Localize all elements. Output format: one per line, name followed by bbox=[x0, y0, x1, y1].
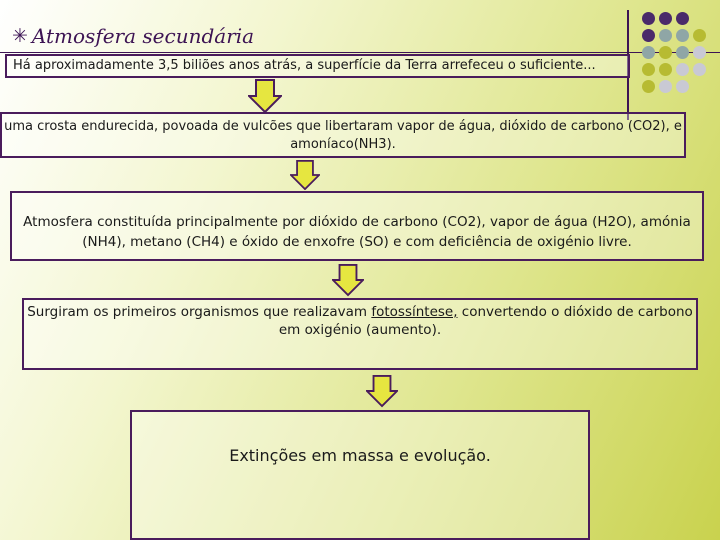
step-1-text: Há aproximadamente 3,5 biliões anos atrás, a superfície da Terra arrefeceu o suficiente... bbox=[13, 58, 596, 73]
step-4-text-before: Surgiram os primeiros organismos que realizavam bbox=[27, 304, 372, 320]
down-arrow-icon bbox=[290, 160, 320, 190]
dot-icon bbox=[659, 46, 672, 59]
slide-title-text: Atmosfera secundária bbox=[31, 24, 255, 48]
step-2-text: uma crosta endurecida, povoada de vulcões que libertaram vapor de água, dióxido de carbono (CO2), e amoníaco(NH3). bbox=[4, 119, 682, 152]
dot-icon bbox=[642, 12, 655, 25]
step-4-text-after: convertendo o dióxido de carbono em oxigénio (aumento). bbox=[278, 304, 693, 338]
dot-icon bbox=[642, 63, 655, 76]
photosynthesis-link[interactable]: fotossíntese, bbox=[371, 304, 458, 320]
down-arrow-icon bbox=[366, 374, 398, 408]
slide-title bbox=[12, 24, 254, 48]
down-arrow-icon bbox=[332, 263, 364, 297]
step-box-2 bbox=[0, 112, 686, 158]
dot-icon bbox=[693, 29, 706, 42]
dot-icon bbox=[659, 63, 672, 76]
dot-icon bbox=[676, 63, 689, 76]
dot-icon bbox=[676, 80, 689, 93]
dot-icon bbox=[659, 80, 672, 93]
dot-icon bbox=[676, 46, 689, 59]
dot-icon bbox=[676, 12, 689, 25]
star-icon: ✳ bbox=[12, 25, 28, 47]
step-box-3 bbox=[10, 191, 704, 261]
step-3-text: Atmosfera constituída principalmente por dióxido de carbono (CO2), vapor de água (H2O), amónia (NH4), metano (CH4) e óxido de enxofre (SO) e com deficiência de oxigénio livre. bbox=[23, 214, 691, 250]
decorative-horizontal-line bbox=[0, 52, 720, 53]
dot-icon bbox=[642, 80, 655, 93]
dot-icon bbox=[659, 12, 672, 25]
dot-icon bbox=[693, 46, 706, 59]
dot-icon bbox=[693, 63, 706, 76]
step-box-4 bbox=[22, 298, 698, 370]
down-arrow-icon bbox=[248, 79, 282, 113]
dot-icon bbox=[642, 46, 655, 59]
step-5-text: Extinções em massa e evolução. bbox=[229, 446, 491, 465]
decorative-dot-grid bbox=[642, 12, 710, 97]
dot-icon bbox=[659, 29, 672, 42]
step-box-5 bbox=[130, 410, 590, 540]
step-box-1 bbox=[5, 54, 630, 78]
dot-icon bbox=[676, 29, 689, 42]
dot-icon bbox=[642, 29, 655, 42]
